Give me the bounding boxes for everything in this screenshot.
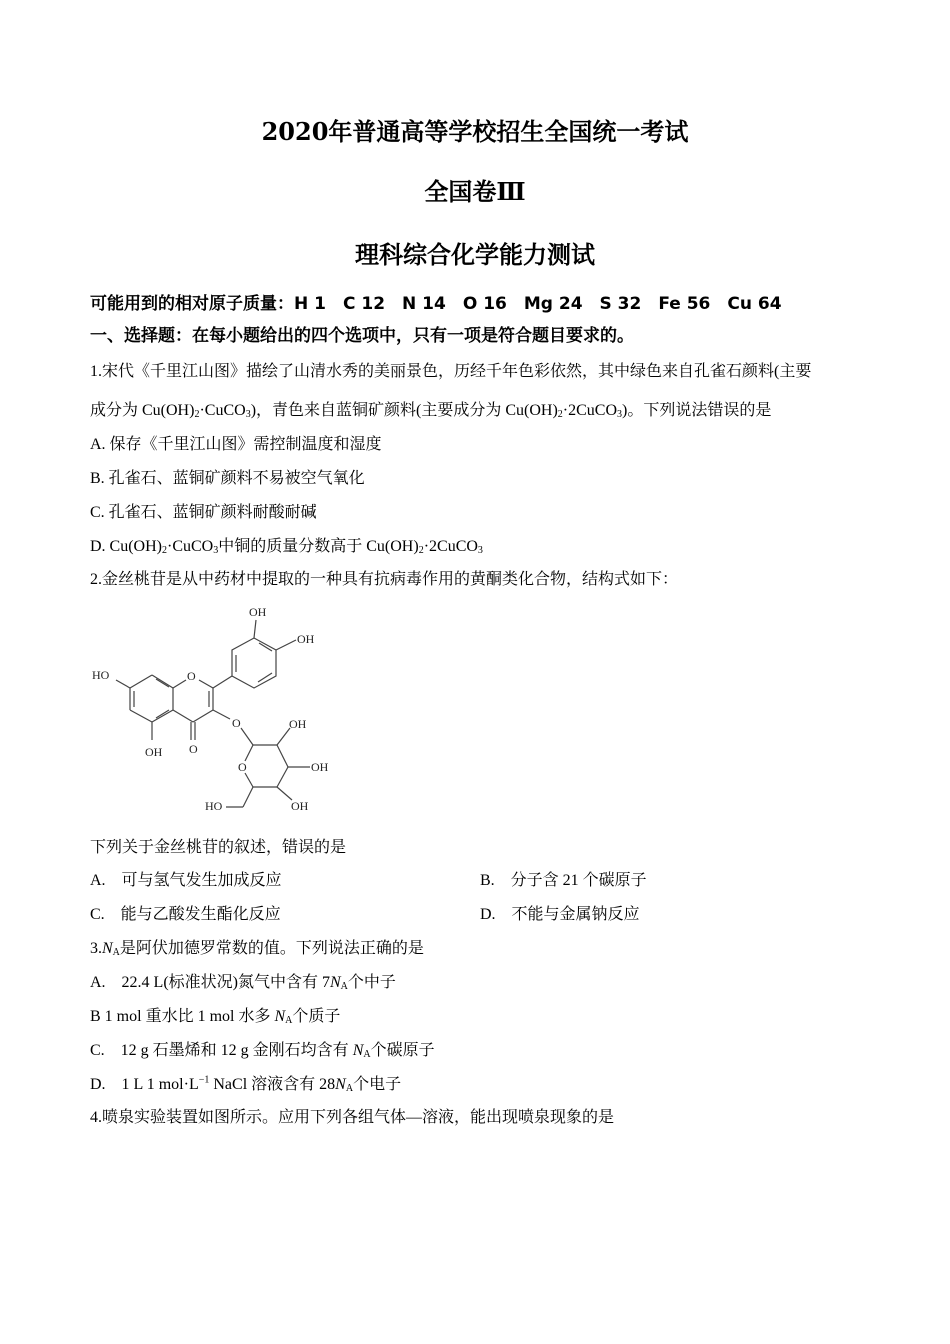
label-o: O: [238, 760, 247, 774]
label-ho: HO: [205, 799, 223, 813]
q2-option-d: D. 不能与金属钠反应: [480, 906, 640, 923]
q1-stem-line2: 成分为 $Cu(OH)_2\cdot CuCO_3$)，青色来自蓝铜矿颜料(主要成分为 $Cu(OH)_2\cdot 2CuCO_3$)。下列说法错误的是: [90, 402, 772, 420]
q3-option-a: A. 22.4 L(标准状况)氮气中含有 $7N_A$个中子: [90, 974, 396, 992]
q3-option-b: B 1 mol 重水比 1 mol 水多 $N_A$个质子: [90, 1008, 341, 1026]
label-oh: OH: [297, 632, 315, 646]
q2-option-c: C. 能与乙酸发生酯化反应: [90, 906, 281, 923]
exam-subtitle: 全国卷Ⅲ: [424, 177, 526, 206]
q1-option-c: C. 孔雀石、蓝铜矿颜料耐酸耐碱: [90, 504, 317, 521]
atomic-masses: 可能用到的相对原子质量：H 1 C 12 N 14 O 16 Mg 24 S 32 Fe 56 Cu 64: [90, 294, 782, 314]
exam-subject: 理科综合化学能力测试: [355, 240, 595, 269]
q4-stem: 4.喷泉实验装置如图所示。应用下列各组气体—溶液，能出现喷泉现象的是: [90, 1109, 615, 1126]
q3-option-d: D. 1 L 1 $mol\cdot L^{-1}$ NaCl 溶液含有 $28N_A$个电子: [90, 1074, 402, 1094]
q1-stem-line1: 1.宋代《千里江山图》描绘了山清水秀的美丽景色，历经千年色彩依然，其中绿色来自孔雀石颜料(主要: [90, 363, 812, 380]
q2-stem: 2.金丝桃苷是从中药材中提取的一种具有抗病毒作用的黄酮类化合物，结构式如下：: [90, 571, 679, 588]
label-oh: OH: [249, 605, 267, 619]
label-ho: HO: [92, 668, 110, 682]
label-oh: OH: [145, 745, 163, 759]
label-o: O: [187, 669, 196, 683]
label-o: O: [232, 716, 241, 730]
q2-question: 下列关于金丝桃苷的叙述，错误的是: [90, 839, 347, 856]
section-heading: 一、选择题：在每小题给出的四个选项中，只有一项是符合题目要求的。: [90, 326, 634, 346]
label-o: O: [189, 742, 198, 756]
q2-option-a: A. 可与氢气发生加成反应: [90, 872, 282, 889]
q3-stem: $3.N_A$是阿伏加德罗常数的值。下列说法正确的是: [90, 940, 424, 958]
exam-title: 2020年普通高等学校招生全国统一考试: [261, 117, 689, 146]
q1-option-d: D. $Cu(OH)_2\cdot CuCO_3$中铜的质量分数高于 $Cu(OH)_2\cdot 2CuCO_3$: [90, 538, 483, 556]
q2-option-b: B. 分子含 21 个碳原子: [480, 872, 647, 889]
q1-option-a: A. 保存《千里江山图》需控制温度和湿度: [90, 436, 382, 453]
q3-option-c: C. 12 g 石墨烯和 12 g 金刚石均含有 $N_A$个碳原子: [90, 1042, 435, 1060]
label-oh: OH: [289, 717, 307, 731]
label-oh: OH: [291, 799, 309, 813]
label-oh: OH: [311, 760, 329, 774]
q1-option-b: B. 孔雀石、蓝铜矿颜料不易被空气氧化: [90, 470, 365, 487]
